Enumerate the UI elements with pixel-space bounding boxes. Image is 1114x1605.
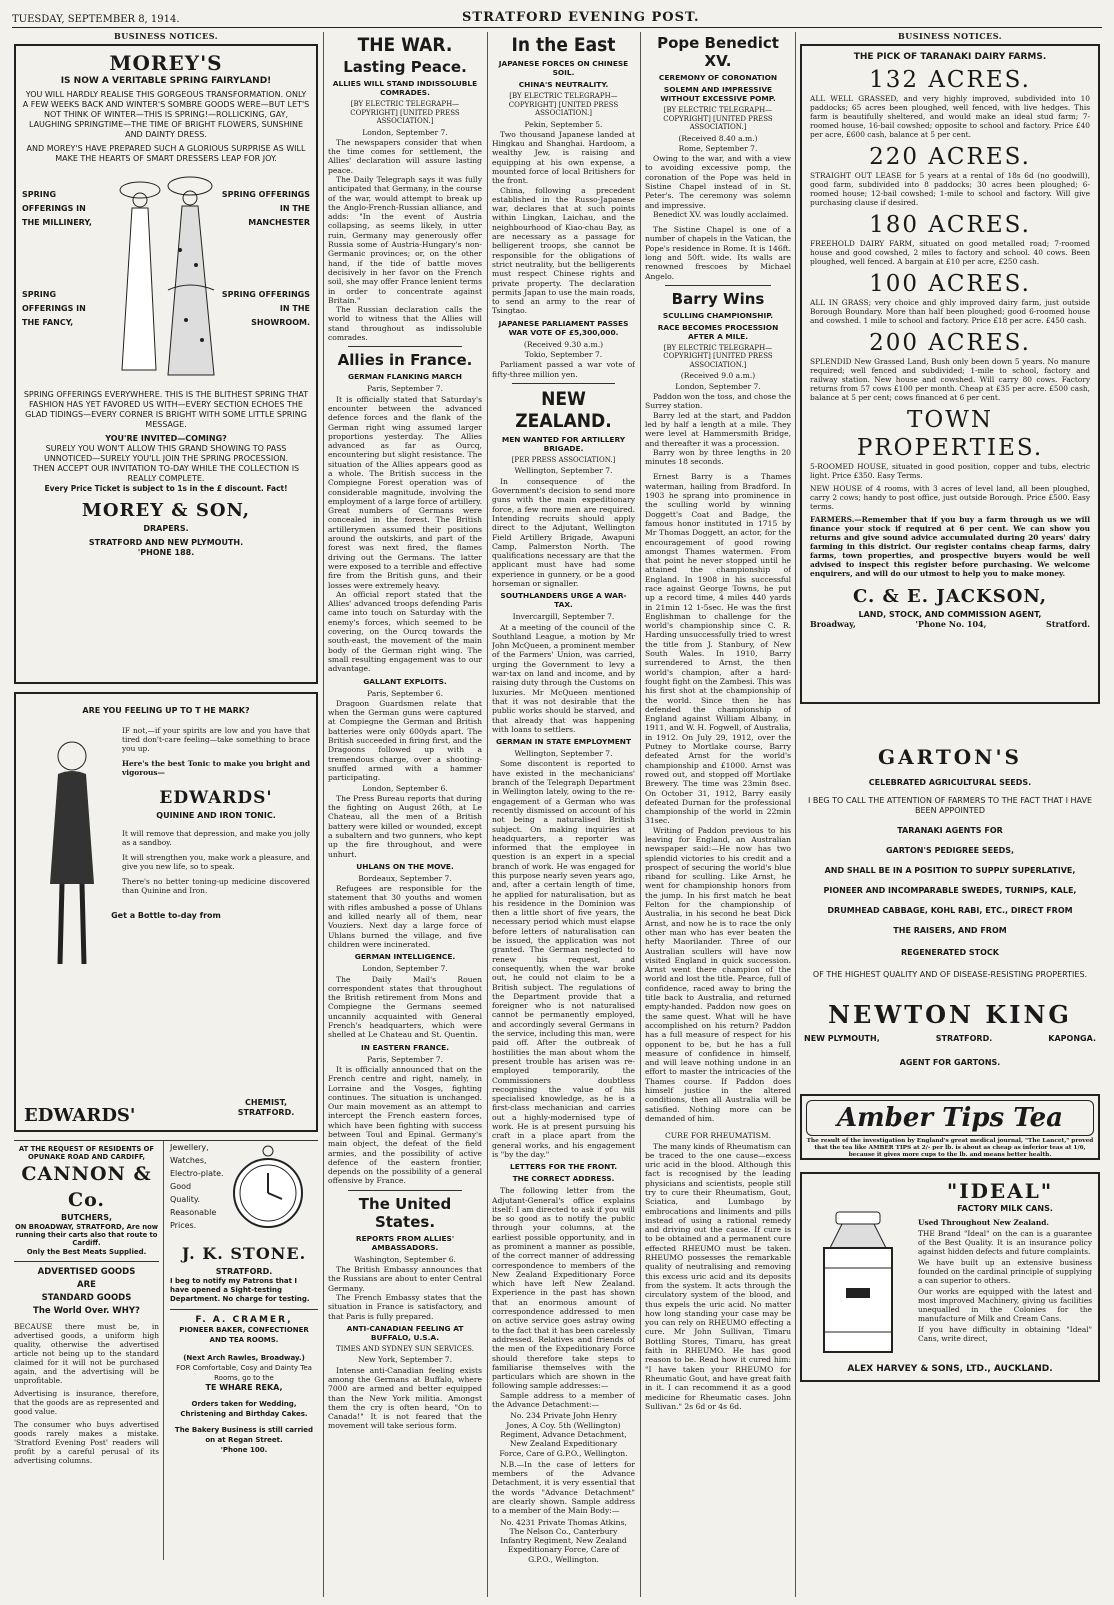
allies-in-france-headline: Allies in France. xyxy=(337,351,473,370)
section-heading: BUSINESS NOTICES. xyxy=(113,32,219,41)
morey-join: SURELY YOU WON'T ALLOW THIS GRAND SHOWING TO PASS UNNOTICED—SURELY YOU'LL JOIN THE SPRING PROCESSION. xyxy=(43,444,289,464)
stone-item: Electro-plate. xyxy=(170,1169,224,1179)
cramer-orders: Orders taken for Wedding, Christening and Birthday Cakes. xyxy=(180,1400,308,1419)
paragraph: The Press Bureau reports that during the fighting on August 26th, at Le Chateau, all the men of a British battery were killed or wounded, except a subaltern and two gunners, who kept up the fire throughout, and were unhurt. xyxy=(328,793,482,859)
dateline: Invercargill, September 7. xyxy=(512,612,615,622)
jackson-trade: LAND, STOCK, AND COMMISSION AGENT, xyxy=(858,610,1042,620)
dateline: New York, September 7. xyxy=(358,1355,452,1365)
paragraph: The Russian declaration calls the world to witness that the Allies will stand throughout as indissoluble comrades. xyxy=(328,305,482,343)
morey-advert xyxy=(14,44,318,684)
column-business-left xyxy=(14,32,318,1597)
farm-description: ALL WELL GRASSED, and very highly improved, subdivided into 10 paddocks; 65 acres been ploughed, well fenced, with live hedges. This farm is beautifully sheltered, and would make an ideal stud farm; 7-roomed house, 16-bail cowshed; opposite to school and factory. Price £40 per acre, £600 cash, balance at 5 per cent. xyxy=(810,94,1090,140)
garton-line: GARTON'S PEDIGREE SEEDS, xyxy=(885,846,1015,856)
column-rule xyxy=(640,32,641,1597)
dateline: Washington, September 6. xyxy=(354,1254,456,1264)
jackson-contact xyxy=(810,620,1090,629)
stone-item: Quality. xyxy=(170,1195,200,1205)
milk-can-illustration xyxy=(812,1208,904,1358)
cramer-location: (Next Arch Rawles, Broadway.) xyxy=(183,1354,305,1363)
dateline: London, September 7. xyxy=(675,381,761,391)
gentleman-illustration xyxy=(32,734,112,974)
garton-line: AND SHALL BE IN A POSITION TO SUPPLY SUPERLATIVE, xyxy=(824,866,1076,876)
column-rule xyxy=(487,32,488,1597)
cannon-trade: BUTCHERS, xyxy=(60,1213,113,1223)
garton-seeds-advert xyxy=(800,744,1100,1068)
bottom-left-adverts xyxy=(14,1140,318,1560)
dateline: London, September 7. xyxy=(362,127,448,137)
morey-phone: 'PHONE 188. xyxy=(137,548,195,558)
column-the-war xyxy=(328,32,482,1597)
farm-acreage: 180 ACRES. xyxy=(869,212,1031,239)
paragraph: Owing to the war, and with a view to avoiding excessive pomp, the coronation of the Pope was held in Sistine Chapel instead of in St. Peter's. The ceremony was solemn and impressive. xyxy=(645,154,791,210)
cramer-name: F. A. CRAMER, xyxy=(195,1315,293,1326)
subhead: LETTERS FOR THE FRONT. xyxy=(509,1162,618,1172)
right-adverts-stack xyxy=(164,1141,318,1560)
ag-line-1: ADVERTISED GOODS xyxy=(37,1267,136,1278)
subhead: SOLEMN AND IMPRESSIVE WITHOUT EXCESSIVE POMP. xyxy=(660,85,776,103)
ideal-copy xyxy=(918,1204,1092,1343)
edwards-product: QUININE AND IRON TONIC. xyxy=(156,811,276,821)
cramer-bakery: The Bakery Business is still carried on at Regan Street. xyxy=(174,1426,314,1445)
subhead: IN EASTERN FRANCE. xyxy=(360,1042,450,1052)
subhead: ALLIES WILL STAND INDISSOLUBLE COMRADES. xyxy=(332,79,478,97)
dateline: Rome, September 7. xyxy=(678,143,758,153)
farm-acreage: 200 ACRES. xyxy=(869,330,1031,357)
ag-line-3: STANDARD GOODS xyxy=(41,1293,132,1304)
newspaper-title: STRATFORD EVENING POST. xyxy=(462,10,700,25)
subhead: THE CORRECT ADDRESS. xyxy=(512,1174,615,1184)
morey-heading: MOREY'S xyxy=(109,51,223,76)
branch: KAPONGA. xyxy=(1048,1034,1096,1044)
ideal-used: Used Throughout New Zealand. xyxy=(918,1218,1049,1228)
morey-towns: STRATFORD AND NEW PLYMOUTH. xyxy=(88,538,244,548)
town-property: NEW HOUSE of 4 rooms, with 3 acres of level land, all been ploughed, carry 2 cows; handy to post office, just outside Borough. Price £500. Easy terms. xyxy=(810,484,1090,512)
farm-acreage: 132 ACRES. xyxy=(869,67,1031,94)
edwards-remove: It will remove that depression, and make you jolly as a sandboy. xyxy=(122,829,310,848)
stone-item: Reasonable xyxy=(170,1208,217,1218)
rheumatism-headline: CURE FOR RHEUMATISM. xyxy=(664,1131,772,1141)
morey-surprise: AND MOREY'S HAVE PREPARED SUCH A GLORIOUS SURPRISE AS WILL MAKE THE HEARTS OF SMART DRESSERS LEAP FOR JOY. xyxy=(26,144,306,164)
paragraph: Parliament passed a war vote of fifty-three million yen. xyxy=(492,360,635,379)
garton-line: REGENERATED STOCK xyxy=(901,948,999,958)
ladies-fashion-illustration xyxy=(110,170,222,390)
edwards-best-tonic: Here's the best Tonic to make you bright and vigorous— xyxy=(122,759,310,778)
edwards-get-bottle: Get a Bottle to-day from xyxy=(111,911,221,921)
manchester-offer: SPRING OFFERINGS IN THE MANCHESTER xyxy=(221,190,310,228)
dateline: London, September 7. xyxy=(362,964,448,974)
paragraph: The many kinds of Rheumatism can be traced to the one cause—excess uric acid in the blood. Although this fact is recognised by the leading physicians and scientists, people still try to cure their Rheumatism, Gout, Sciatica, and Lumbago by embrocations and liniments and pills instead of using a rational remedy and driving out the cause. If cure is to be obtained and a permanent cure effected RHEUMO must be taken. RHEUMO possesses the remarkable quality of neutralising and removing this excess uric acid and its deposits from the system. It acts through the circulatory system of the blood, and thus expels the uric acid. No matter how long standing your case may be you can rely on RHEUMO effecting a cure. Mr John Sullivan, Timaru Bottling Stores, Timaru, has great faith in RHEUMO. He has good reason to be. Read how it cured him: "I have taken your RHEUMO for Rheumatic Gout, and have great faith in it. I can recommend it as a good medicine for Rheumatic cases. John Sullivan." 2s 6d or 4s 6d. xyxy=(645,1141,791,1411)
morey-tagline: IS NOW A VERITABLE SPRING FAIRYLAND! xyxy=(60,76,272,87)
wire-credit: [BY ELECTRIC TELEGRAPH—COPYRIGHT] [UNITED PRESS ASSOCIATION.] xyxy=(663,343,773,369)
paragraph: The French Embassy states that the situation in France is satisfactory, and that Paris is fully prepared. xyxy=(328,1292,482,1321)
farm-description: ALL IN GRASS; very choice and ghly improved dairy farm, just outside Borough Boundary. More than half been ploughed; good 6-roomed house and cowshed. 1 mile to school and factory. Price £18 per acre. £450 cash. xyxy=(810,298,1090,326)
wire-credit: [PER PRESS ASSOCIATION.] xyxy=(511,455,616,464)
amber-tips-logo: Amber Tips Tea xyxy=(806,1100,1094,1136)
edwards-not-feeling: IF not,—if your spirits are low and you have that tired don't-care feeling—take something to brace you up. xyxy=(122,726,310,754)
pope-headline: Pope Benedict XV. xyxy=(657,34,779,70)
farm-description: SPLENDID New Grassed Land, Bush only been down 5 years. No manure required; well fenced and subdivided; 1-mile to school, factory and railway station. New house and cowshed. Will carry 80 cows. Factory returns from 57 cows £100 per month. Cheap at £35 per acre. £500 cash, balance at 5 per cent; cows financed at 6 per cent. xyxy=(810,357,1090,403)
paragraph: Some discontent is reported to have existed in the mechanicians' branch of the Telegraph Department in Wellington lately, owing to the re-engagement of a German who was recently dismissed on account of his not being a naturalised British subject. On making inquiries at headquarters, a reporter was informed that the employee in question is an expert in a special branch of work. He was engaged for this purpose nearly seven years ago, and, after a certain length of time, he applied for naturalisation, but as his residence in the Dominion was then a little short of five years, the necessary period which must elapse before letters of naturalisation can be issued, the application was not granted. The German neglected to renew his request, and consequently, when the war broke out, he could not claim to be a British subject. The regulations of the Department provide that a foreigner who is not naturalised cannot be permanently employed, and accordingly several Germans in the service, including this man, were paid off. After the outbreak of hostilities the man about whom the present trouble has arisen was re-employed temporarily, the Commissioners doubtless recognising the value of his specialised knowledge, as he is a first-class mechanician and carries out a highly-modernised type of work. He is at present pursuing his craft in a place apart from the general works, and his engagement is "by the day." xyxy=(492,759,635,1159)
subhead: SOUTHLANDERS URGE A WAR-TAX. xyxy=(500,591,627,610)
jackson-street: Broadway, xyxy=(810,619,856,630)
paragraph: The Daily Telegraph says it was fully anticipated that Germany, in the course of the war, would attempt to break up the Anglo-French-Russian alliance, and adds: "In the event of Austria collapsing, as seems likely, in utter ruin, Germany may generously offer Russia some of Austria-Hungary's non-Germanic provinces; or, on the other hand, if the tide of battle moves decisively in her favor on the French soil, she may offer France lenient terms in order to concentrate against Britain." xyxy=(328,174,482,305)
town-property: 5-ROOMED HOUSE, situated in good position, copper and tubs, electric light. Price £350. Easy Terms. xyxy=(810,462,1090,481)
dateline: Tokio, September 7. xyxy=(524,350,603,360)
farm-acreage: 100 ACRES. xyxy=(869,271,1031,298)
jackson-phone: 'Phone No. 104, xyxy=(915,619,987,630)
edwards-strengthen: It will strengthen you, make work a pleasure, and give you new life, so to speak. xyxy=(122,853,310,872)
subhead: JAPANESE FORCES ON CHINESE SOIL. xyxy=(498,59,629,77)
cannon-route: ON BROADWAY, STRATFORD, Are now running their carts also that route to Cardiff. xyxy=(14,1223,159,1248)
garton-line: THE RAISERS, AND FROM xyxy=(893,926,1007,936)
paragraph: The Daily Mail's Rouen correspondent states that throughout the British retirement from Mons and Compiegne the Germans seemed uncannily acquainted with General French's headquarters, which were shelled at Le Chateau and St. Quentin. xyxy=(328,974,482,1040)
millinery-offer: SPRING OFFERINGS IN THE MILLINERY, xyxy=(22,190,92,228)
ideal-brand: THE Brand "Ideal" on the can is a guarantee of the Best Quality. It is an insurance policy against hidden defects and future complaints. xyxy=(918,1229,1092,1257)
dateline: Paris, September 7. xyxy=(366,384,444,394)
column-business-right xyxy=(800,32,1100,1597)
paragraph: The Sistine Chapel is one of a number of chapels in the Vatican, the Pope's residence in Rome. It is 146ft. long and 50ft. wide. Its walls are renowned frescoes by Michael Angelo. xyxy=(645,225,791,281)
edwards-signature: EDWARDS' xyxy=(24,1105,136,1126)
dateline: (Received 9.0 a.m.) xyxy=(680,371,756,381)
column-pope-benedict xyxy=(645,32,791,1597)
paragraph: Writing of Paddon previous to his leaving for England, an Australian newspaper said:—He now has two splendid victories to his credit and a prospect of securing the world's blue riband for sculling. Like Arnst, he went for championship honors from the jump. In his first match he beat Felton for the championship of Australia, in his second he beat Dick Arnst, and now he is to race the only other man who has ever beaten the hefty Maorilander. Three of our Australian scullers will have now visited England in quick succession. Arnst went there champion of the world and lost the title. Pearce, full of confidence, raced away to bring the title back to Australia, and returned empty-handed. Paddon now goes on the same quest. What will he have accomplished on his return? Paddon has a full measure of respect for his opponent to be, but he has a full measure of confidence in himself, and will leave nothing undone in an effort to master the intricacies of the Thames course. If Paddon does himself justice in the altered conditions, then all Australia will be satisfied. Nothing more can be demanded of him. xyxy=(645,825,791,1123)
paragraph: Intense anti-Canadian feeling exists among the Germans at Buffalo, where 7000 are armed and better equipped than the New York militia. Amongst them the cry is often heard, "On to Canada!" It is not feared that the movement will take serious form. xyxy=(328,1365,482,1431)
subhead: JAPANESE PARLIAMENT PASSES WAR VOTE OF £5,300,000. xyxy=(498,318,629,337)
subhead: GERMAN IN STATE EMPLOYMENT xyxy=(496,737,632,747)
farm-description: STRAIGHT OUT LEASE for 5 years at a rental of 18s 6d (no goodwill), good farm, subdivided into 8 paddocks; 30 acres been ploughed; 6-roomed house; 12-bail cowshed; 1-mile to school and factory. Will give purchasing clause if desired. xyxy=(810,171,1090,208)
dateline: London, September 6. xyxy=(362,783,448,793)
farm-description: FREEHOLD DAIRY FARM, situated on good metalled road; 7-roomed house and good cowshed, 2 miles to factory and school. 40 cows. Been ploughed, well fenced. A bargain at £10 per acre, £250 cash. xyxy=(810,239,1090,267)
ag-consumer: The consumer who buys advertised goods rarely makes a mistake. 'Stratford Evening Post' readers will profit by a careful perusal of its advertising columns. xyxy=(14,1420,159,1466)
edwards-copy xyxy=(122,726,310,895)
cramer-trade: PIONEER BAKER, CONFECTIONER AND TEA ROOMS. xyxy=(179,1326,309,1345)
cannon-meats: Only the Best Meats Supplied. xyxy=(26,1248,147,1257)
ideal-business: We have built up an extensive business founded on the cardinal principle of supplying a can superior to others. xyxy=(918,1258,1092,1286)
fashion-illustration-panel xyxy=(22,170,310,390)
sample-address: No. 4231 Private Thomas Atkins, The Nelson Co., Canterbury Infantry Regiment, New Zealand Expeditionary Force, Care of G.P.O., Wellington. xyxy=(500,1517,627,1564)
town-properties-heading: TOWN PROPERTIES. xyxy=(856,407,1044,462)
paragraph: The newspapers consider that when the time comes for settlement, the Allies' declaration will assure lasting peace. xyxy=(328,137,482,175)
column-rule xyxy=(795,32,796,1597)
subhead: MEN WANTED FOR ARTILLERY BRIGADE. xyxy=(501,434,626,453)
paragraph: Refugees are responsible for the statement that 30 youths and women with rifles ambushed a posse of Uhlans and killed nearly all of them, near Vouziers. Next day a large force of Uhlans burned the village, and five children were incinerated. xyxy=(328,884,482,949)
garton-line: TARANAKI AGENTS FOR xyxy=(897,826,1003,836)
stone-item: Good xyxy=(170,1182,192,1192)
war-headline: THE WAR. xyxy=(357,34,453,56)
garton-line: I BEG TO CALL THE ATTENTION OF FARMERS TO THE FACT THAT I HAVE BEEN APPOINTED xyxy=(807,796,1093,816)
dateline: (Received 9.30 a.m.) xyxy=(523,339,604,349)
amber-tips-advert xyxy=(800,1094,1100,1160)
morey-everywhere: SPRING OFFERINGS EVERYWHERE. THIS IS THE BLITHEST SPRING THAT FASHION HAS YET FAVORED US WITH—EVERY SECTION ECHOES THE GLAD TIDINGS—EVERY CORNER IS BRIGHT WITH SOME LITTLE SPRING MESSAGE. xyxy=(23,390,309,430)
jackson-name: C. & E. JACKSON, xyxy=(852,586,1047,608)
column-rule xyxy=(323,32,324,1597)
dateline: (Received 8.40 a.m.) xyxy=(678,133,758,143)
stone-item: Watches, xyxy=(170,1156,207,1166)
subhead: GALLANT EXPLOITS. xyxy=(363,676,447,686)
morey-invite: YOU'RE INVITED—COMING? xyxy=(105,434,227,444)
paragraph: China, following a precedent established in the Russo-Japanese war, declares that at such points within Lingkan, Laichau, and the neighbourhood of Kiao-chau Bay, as are necessary as a passage for belligerent troops, she cannot be responsible for the obligations of strict neutrality, but the belligerents must respect Chinese rights and private property. The declaration permits Japan to use the main roads, to send an army to the rear of Tsingtao. xyxy=(492,185,635,316)
garton-line: OF THE HIGHEST QUALITY AND OF DISEASE-RESISTING PROPERTIES. xyxy=(812,970,1088,980)
stone-name: J. K. STONE. xyxy=(181,1244,307,1264)
stone-sight-testing: I beg to notify my Patrons that I have opened a Sight-testing Department. No charge for testing. xyxy=(170,1277,310,1304)
garton-line: DRUMHEAD CABBAGE, KOHL RABI, ETC., DIRECT FROM xyxy=(827,906,1073,916)
garton-heading: GARTON'S xyxy=(877,745,1023,770)
sample-address: No. 234 Private John Henry Jones, A Coy. 5th (Wellington) Regiment, Advance Detachment, New Zealand Expeditionary Force, Care of G.P.O., Wellington. xyxy=(499,1411,628,1458)
ideal-write: If you have difficulty in obtaining "Ideal" Cans, write direct, xyxy=(918,1325,1092,1344)
paragraph: Benedict XV. was loudly acclaimed. xyxy=(653,209,789,219)
morey-trade: DRAPERS. xyxy=(143,524,189,534)
paragraph: Barry won by three lengths in 20 minutes 18 seconds. xyxy=(645,447,791,467)
paragraph: Paddon won the toss, and chose the Surrey station. xyxy=(645,392,791,411)
ag-line-2: ARE xyxy=(77,1280,96,1291)
left-adverts-stack xyxy=(14,1141,164,1560)
issue-date: TUESDAY, SEPTEMBER 8, 1914. xyxy=(12,14,180,25)
dateline: Paris, September 7. xyxy=(366,1054,444,1064)
paragraph: The following letter from the Adjutant-General's office explains itself: I am directed to ask if you will be so good as to notify the public through your columns, at the earliest possible opportunity, and in as prominent a manner as possible, of the correct manner of addressing correspondence to members of the New Zealand Expeditionary Force which have left New Zealand. Experience in the past has shown that an enormous amount of correspondence addressed to men on active service goes astray owing to the fact that it has been carelessly addressed. Relatives and friends of the men of the Expeditionary Force should therefore take steps to familiarise themselves with the particulars which are shown in the following sample addresses:— xyxy=(492,1186,635,1391)
east-headline: In the East xyxy=(511,34,616,56)
united-states-headline: The United States. xyxy=(358,1194,452,1231)
morey-discount: Every Price Ticket is subject to 1s in the £ discount. Fact! xyxy=(44,484,288,494)
section-heading: BUSINESS NOTICES. xyxy=(897,32,1003,41)
subhead: ANTI-CANADIAN FEELING AT BUFFALO, U.S.A. xyxy=(346,1323,464,1342)
edwards-brand: EDWARDS' xyxy=(159,788,273,809)
paragraph: Ernest Barry is a Thames waterman, hailing from Bradford. In 1903 he sprang into prominence in the sculling world by winning Doggett's Coat and Badge, the famous honor instituted in 1715 by Mr Thomas Doggett, an actor, for the encouragement of good rowing amongst Thames watermen. From that point he never stopped until he attained the championship of England. In 1908 in his successful race against George Towns, he put up a record time, 4 miles 440 yards in 21min 12 1-5sec. He was the first Englishman to challenge for the world's championship since C. R. Harding unsuccessfully tried to wrest the title from J. Stanbury, of New South Wales. In 1910, Barry surrendered to Arnst, the then world's champion, after a hard-fought fight on the Zambesi. This was his first shot at the championship of the world. Since then he has defended the championship of England against William Albany, in 1911, and W. H. Fogwell, of Australia, in 1912. On July 29, 1912, over the Putney to Mortlake course, Barry defeated Arnst for the world's championship and £1000. Arnst was rowed out, and stopped off Mortlake Brewery. The time was 23min 8sec. On October 31, 1912, Barry easily defeated Durnan for the professional championship of the world in 22min 31sec. xyxy=(645,472,791,826)
amber-tips-copy: The result of the investigation by England's great medical journal, "The Lancet," proved that the tea like AMBER TIPS at 2/- per lb. is about as cheap as inferior teas at 1/6, because it gives more cups to the lb. and means better health. xyxy=(806,1138,1094,1159)
ag-because: BECAUSE there must be, in advertised goods, a uniform high quality, otherwise the advertised article not being up to the standard claimed for it will not be purchased again, and the advertising will be unprofitable. xyxy=(14,1322,159,1386)
dateline: Wellington, September 7. xyxy=(514,466,613,476)
edwards-no-better: There's no better toning-up medicine discovered than Quinine and Iron. xyxy=(122,877,310,896)
farms-heading: THE PICK OF TARANAKI DAIRY FARMS. xyxy=(853,52,1047,63)
wire-credit: [BY ELECTRIC TELEGRAPH—COPYRIGHT] [UNITED PRESS ASSOCIATION.] xyxy=(350,100,460,125)
paragraph: It is officially announced that on the French centre and right, namely, in Lorraine and the Vosges, fighting continues. The situation is unchanged. Our main movement as an attempt to intercept the French eastern forces, which have been fighting with success between Toul and Epinal. Germany's main object, the defeat of the field armies, and the possibility of active defence of the eastern frontier, depends on the possibility of a general offensive by France. xyxy=(328,1064,482,1186)
subhead: CEREMONY OF CORONATION xyxy=(658,73,778,82)
subhead: SCULLING CHAMPIONSHIP. xyxy=(662,310,774,320)
newton-king-branches xyxy=(804,1034,1096,1044)
subhead: REPORTS FROM ALLIES' AMBASSADORS. xyxy=(355,1233,455,1252)
paragraph: N.B.—In the case of letters for members of the Advance Detachment, it is very essential that the words "Advance Detachment" are clearly shown. Sample address to a member of the Main Body:— xyxy=(492,1459,635,1516)
wire-credit: [BY ELECTRIC TELEGRAPH—COPYRIGHT] [UNITED PRESS ASSOCIATION.] xyxy=(663,106,773,131)
ag-insurance: Advertising is insurance, therefore, that the goods are as represented and good value. xyxy=(14,1389,159,1417)
pocket-watch-illustration xyxy=(230,1141,306,1237)
wire-credit: TIMES AND SYDNEY SUN SERVICES. xyxy=(336,1344,474,1353)
subhead: CHINA'S NEUTRALITY. xyxy=(518,80,609,89)
showroom-offer: SPRING OFFERINGS IN THE SHOWROOM. xyxy=(221,290,310,328)
ag-line-4: The World Over. WHY? xyxy=(33,1306,140,1317)
paragraph: In consequence of the Government's decision to send more guns with the main expeditionary force, a few more men are required. Intending recruits should apply direct to the Adjutant, Wellington Field Artillery Brigade, Awapuni Camp, Palmerston North. The qualifications necessary are that the applicant must have had some experience in gunnery, or be a good horseman or signaller. xyxy=(492,476,635,588)
stone-town: STRATFORD. xyxy=(215,1267,273,1277)
jackson-town: Stratford. xyxy=(1046,619,1090,630)
paragraph: It is officially stated that Saturday's encounter between the advanced defence forces and the flank of the German right wing assumed larger proportions yesterday. The Allies advanced as far as Ourcq, encountering but slight resistance. The situation of the Allies appears good as a whole. The British success in the Compiegne Forest operation was of considerable magnitude, involving the employment of a large force of artillery. Great numbers of Germans were concealed in the forest. The British artillerymen assumed their positions around the outskirts, and part of the forest was next fired, the flames driving out the Germans. The latter were exposed to a terrible and effective fire from the British guns, and their losses were extremely heavy. xyxy=(328,394,482,590)
paragraph: At a meeting of the council of the Southland League, a motion by Mr John McQueen, a prominent member of the Farmers' Union, was carried, urging the Government to levy a war-tax on land and income, and by raising duty through the Customs on luxuries. Mr McQueen mentioned that it was not desirable that the public works should be starved, and that already that was happening with loans to settlers. xyxy=(492,622,635,734)
dateline: Bordeaux, September 7. xyxy=(358,873,452,883)
jackson-farms-advert xyxy=(800,44,1100,704)
dateline: Wellington, September 7. xyxy=(514,749,613,759)
subhead: UHLANS ON THE MOVE. xyxy=(356,861,454,871)
paragraph: Two thousand Japanese landed at Hingkau and Shanghai. Hardoom, a wealthy Jew, is raising and equipping at his own expense, a mounted force of local Britishers for the front. xyxy=(492,129,635,186)
stone-item: Jewellery, xyxy=(170,1143,209,1153)
newton-king-heading: NEWTON KING xyxy=(828,1000,1072,1030)
garton-line: CELEBRATED AGRICULTURAL SEEDS. xyxy=(868,778,1032,788)
morey-firm-name: MOREY & SON, xyxy=(81,500,251,522)
paragraph: Barry led at the start, and Paddon led by half a length at a mile. They were level at Hammersmith Bridge, and thereafter it was a procession. xyxy=(645,410,791,448)
paragraph: An official report stated that the Allies' advanced troops defending Paris came into touch on Saturday with the enemy's forces, which seemed to be covering, on the Ourcq towards the south-east, the movement of the main body of the German right wing. The small resulting engagement was to our advantage. xyxy=(328,589,482,674)
paragraph: The British Embassy announces that the Russians are about to enter Central Germany. xyxy=(328,1265,482,1293)
stone-item: Prices. xyxy=(170,1221,197,1231)
cramer-tea-rooms: FOR Comfortable, Cosy and Dainty Tea Rooms, go to the xyxy=(176,1364,312,1383)
edwards-question: ARE YOU FEELING UP TO T HE MARK? xyxy=(82,706,250,716)
branch: STRATFORD. xyxy=(935,1034,993,1044)
lasting-peace-headline: Lasting Peace. xyxy=(343,58,467,76)
ideal-heading: "IDEAL" xyxy=(946,1179,1054,1204)
morey-accept: THEN ACCEPT OUR INVITATION TO-DAY WHILE THE COLLECTION IS REALLY COMPLETE. xyxy=(32,464,300,484)
cramer-phone: 'Phone 100. xyxy=(220,1446,268,1455)
fancy-offer: SPRING OFFERINGS IN THE FANCY, xyxy=(22,290,86,328)
dateline: Pekin, September 5. xyxy=(524,119,603,129)
subhead: RACE BECOMES PROCESSION AFTER A MILE. xyxy=(657,322,779,341)
wire-credit: [BY ELECTRIC TELEGRAPH—COPYRIGHT] [UNITED PRESS ASSOCIATION.] xyxy=(508,92,619,117)
garton-line: PIONEER AND INCOMPARABLE SWEDES, TURNIPS, KALE, xyxy=(823,886,1077,896)
stone-items xyxy=(170,1141,230,1237)
farmers-notice: FARMERS.—Remember that if you buy a farm through us we will finance your stock if required at 6 per cent. We can show you returns and give sound advice accumulated during 20 years' dairy farming in this district. Our register contains cheap farms, dairy farms, town properties, and prospective buyers would be well advised to inspect this register before purchasing. We welcome enquirers, and will do our utmost to help you to make money. xyxy=(810,515,1090,579)
ideal-product: FACTORY MILK CANS. xyxy=(957,1204,1053,1214)
dateline: Paris, September 6. xyxy=(366,688,444,698)
edwards-tonic-advert xyxy=(14,692,318,1132)
ideal-milk-cans-advert xyxy=(800,1172,1100,1382)
edwards-chemist: CHEMIST, STRATFORD. xyxy=(237,1098,295,1118)
cramer-te-whare: TE WHARE REKA, xyxy=(205,1383,283,1393)
ideal-works: Our works are equipped with the latest and most improved Machinery, giving us facilities unequalled in the Colonies for the manufacture of Milk and Cream Cans. xyxy=(918,1287,1092,1324)
newton-king-agent: AGENT FOR GARTONS. xyxy=(899,1058,1001,1068)
stone-advert xyxy=(170,1141,318,1237)
subhead: GERMAN INTELLIGENCE. xyxy=(354,952,456,962)
morey-intro: YOU WILL HARDLY REALISE THIS GORGEOUS TRANSFORMATION. ONLY A FEW WEEKS BACK AND WINTER'S SOMBRE GOODS WERE—BUT LET'S NOT THINK OF WINTER—THIS IS SPRING!—ROLLICKING, GAY, LAUGHING SPRINGTIME—THE TIME OF BRIGHT FLOWERS, SUNSHINE AND DAINTY DRESS. xyxy=(22,90,310,140)
paragraph: Dragoon Guardsmen relate that when the German guns were captured at Compiegne the German and British batteries were only 600yds apart. The British succeeded in firing first, and the Dragoons followed up with a tremendous charge, over a shooting-snuffed armed with a hammer participating. xyxy=(328,698,482,783)
cannon-request: AT THE REQUEST OF RESIDENTS OF OPUNAKE ROAD AND CARDIFF, xyxy=(18,1145,155,1162)
paragraph: Sample address to a member of the Advance Detachment:— xyxy=(492,1390,635,1410)
cannon-name: CANNON & Co. xyxy=(21,1163,152,1212)
harvey-name: ALEX HARVEY & SONS, LTD., AUCKLAND. xyxy=(847,1364,1053,1375)
new-zealand-headline: NEW ZEALAND. xyxy=(515,387,612,432)
subhead: GERMAN FLANKING MARCH xyxy=(348,372,462,382)
barry-wins-headline: Barry Wins xyxy=(671,289,765,308)
farm-acreage: 220 ACRES. xyxy=(869,144,1031,171)
column-in-the-east xyxy=(492,32,635,1597)
branch: NEW PLYMOUTH, xyxy=(804,1034,880,1044)
masthead xyxy=(12,6,1102,28)
